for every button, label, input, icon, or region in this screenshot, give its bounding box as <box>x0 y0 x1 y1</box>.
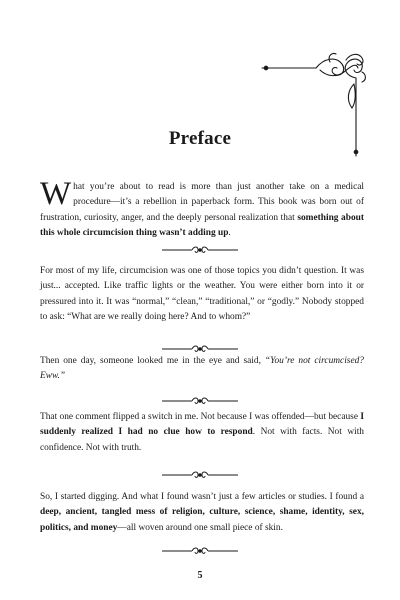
emphasis-text: something about this whole circumcision thing wasn’t adding up <box>40 212 364 238</box>
page-number: 5 <box>197 570 203 581</box>
drop-cap: W <box>40 176 72 212</box>
page-title: Preface <box>168 128 232 149</box>
paragraph-intro <box>40 176 364 241</box>
ornamental-divider-icon <box>160 470 240 480</box>
ornamental-divider-icon <box>160 546 240 556</box>
paragraph-text: Then one day, someone looked me in the eye and said, <box>40 356 265 366</box>
paragraph-text: That one comment flipped a switch in me. Not because I was offended—but because <box>40 412 361 422</box>
paragraph-encounter <box>40 354 364 385</box>
paragraph-realization <box>40 410 364 456</box>
ornamental-divider-icon <box>160 245 240 255</box>
ornamental-divider-icon <box>160 344 240 354</box>
quote-text: “You’re not circumcised? Eww.” <box>40 356 364 382</box>
paragraph-text: hat you’re about to read is more than just another take on a medical procedure—it’s a rebellion in paperback form. This book was born out of frustration, curiosity, anger, and the deeply personal realization that <box>40 182 364 223</box>
paragraph-end: —all woven around one small piece of skin. <box>117 522 283 533</box>
paragraph-end: . Not with facts. Not with confidence. Not with truth. <box>40 427 364 453</box>
paragraph-text: So, I started digging. And what I found wasn’t just a few articles or studies. I found a <box>40 492 364 502</box>
ornamental-divider-icon <box>160 396 240 406</box>
paragraph-text: For most of my life, circumcision was one of those topics you didn’t question. It was just... accepted. Like traffic lights or the weather. You were either born into it or pressured into it. It was “normal,” “clean,” “traditional,” or “godly.” Nobody stopped to ask: “What are we really doing here? And to whom?” <box>40 266 364 322</box>
paragraph-questioning <box>40 264 364 325</box>
emphasis-text: deep, ancient, tangled mess of religion, culture, science, shame, identity, sex, politics, and money <box>40 507 364 533</box>
paragraph-digging <box>40 490 364 536</box>
emphasis-text: I suddenly realized I had no clue how to respond <box>40 412 364 438</box>
paragraph-end: . <box>228 227 231 238</box>
